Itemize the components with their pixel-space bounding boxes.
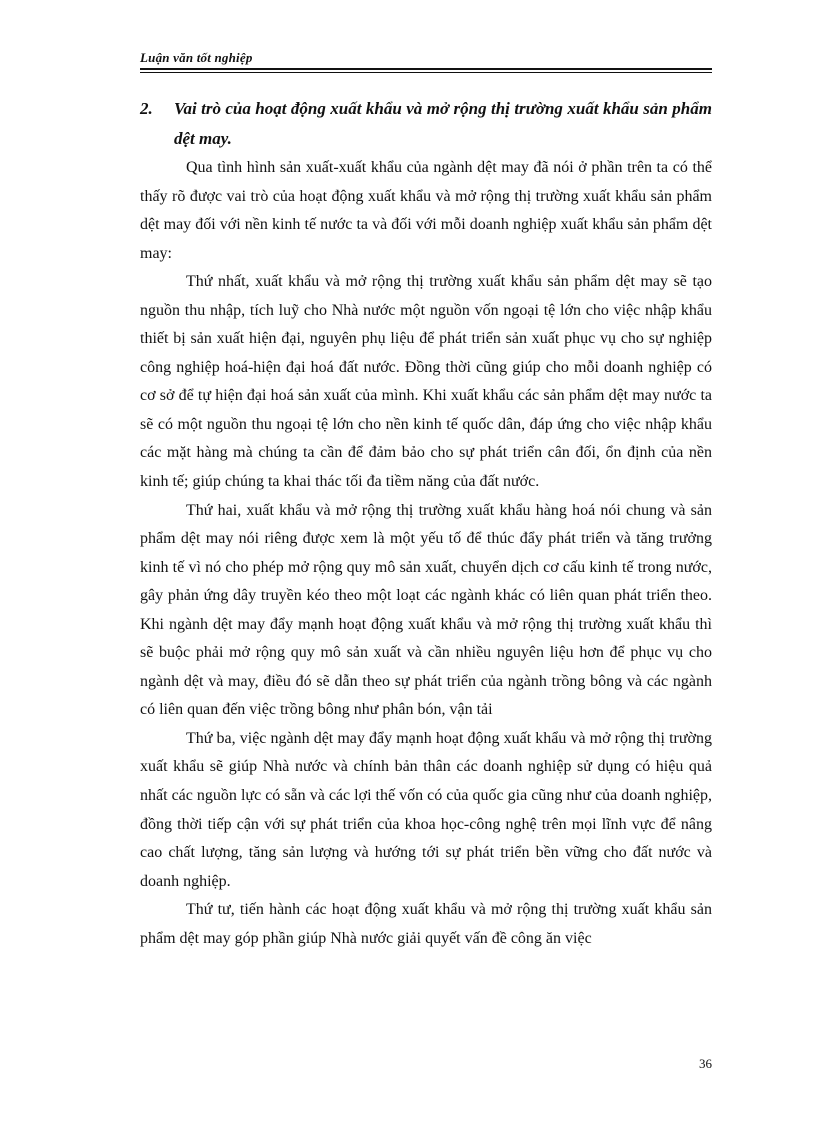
- paragraph-intro: Qua tình hình sản xuất-xuất khẩu của ngành dệt may đã nói ở phần trên ta có thể thấy rõ được vai trò của hoạt động xuất khẩu và mở rộng thị trường xuất khẩu sản phẩm dệt may đối với nền kinh tế nước ta và đối với mỗi doanh nghiệp xuất khẩu sản phẩm dệt may:: [140, 159, 712, 262]
- page-number: 36: [699, 1056, 712, 1071]
- section-number: 2.: [140, 99, 153, 118]
- header-rule: [140, 68, 712, 70]
- section-heading: [140, 94, 712, 154]
- header-rule-secondary: [140, 72, 712, 73]
- page-content: [140, 94, 712, 953]
- paragraph-third: Thứ ba, việc ngành dệt may đẩy mạnh hoạt động xuất khẩu và mở rộng thị trường xuất khẩu sẽ giúp Nhà nước và chính bản thân các doanh nghiệp sử dụng có hiệu quả nhất các nguồn lực có sẵn và các lợi thế vốn có của quốc gia cũng như của doanh nghiệp, đồng thời tiếp cận với sự phát triển của khoa học-công nghệ trên mọi lĩnh vực để nâng cao chất lượng, tăng sản lượng và hướng tới sự phát triển bền vững cho đất nước và doanh nghiệp.: [140, 729, 712, 890]
- paragraph-first: Thứ nhất, xuất khẩu và mở rộng thị trường xuất khẩu sản phẩm dệt may sẽ tạo nguồn thu nhập, tích luỹ cho Nhà nước một nguồn vốn ngoại tệ lớn cho việc nhập khẩu thiết bị sản xuất hiện đại, nguyên phụ liệu để phát triển sản xuất phục vụ cho sự nghiệp công nghiệp hoá-hiện đại hoá đất nước. Đồng thời cũng giúp cho mỗi doanh nghiệp có cơ sở để tự hiện đại hoá sản xuất của mình. Khi xuất khẩu các sản phẩm dệt may nước ta sẽ có một nguồn thu ngoại tệ lớn cho nền kinh tế quốc dân, đáp ứng cho việc nhập khẩu các mặt hàng mà chúng ta cần để đảm bảo cho sự phát triển cân đối, ổn định của nền kinh tế; giúp chúng ta khai thác tối đa tiềm năng của đất nước.: [140, 273, 712, 491]
- header-title: Luận văn tốt nghiệp: [140, 50, 253, 65]
- page-header: [140, 50, 712, 66]
- section-title: Vai trò của hoạt động xuất khẩu và mở rộng thị trường xuất khẩu sản phẩm dệt may.: [174, 99, 712, 148]
- paragraph-fourth: Thứ tư, tiến hành các hoạt động xuất khẩu và mở rộng thị trường xuất khẩu sản phẩm dệt may góp phần giúp Nhà nước giải quyết vấn đề công ăn việc: [140, 901, 712, 947]
- paragraph-second: Thứ hai, xuất khẩu và mở rộng thị trường xuất khẩu hàng hoá nói chung và sản phẩm dệt may nói riêng được xem là một yếu tố để thúc đẩy phát triển và tăng trưởng kinh tế vì nó cho phép mở rộng quy mô sản xuất, chuyển dịch cơ cấu kinh tế trong nước, gây phản ứng dây truyền kéo theo một loạt các ngành khác có liên quan phát triển theo. Khi ngành dệt may đẩy mạnh hoạt động xuất khẩu và mở rộng thị trường xuất khẩu thì sẽ buộc phải mở rộng quy mô sản xuất và cần nhiều nguyên liệu hơn để phục vụ cho ngành dệt và may, điều đó sẽ dẫn theo sự phát triển của ngành trồng bông và các ngành có liên quan đến việc trồng bông như phân bón, vận tải: [140, 501, 712, 719]
